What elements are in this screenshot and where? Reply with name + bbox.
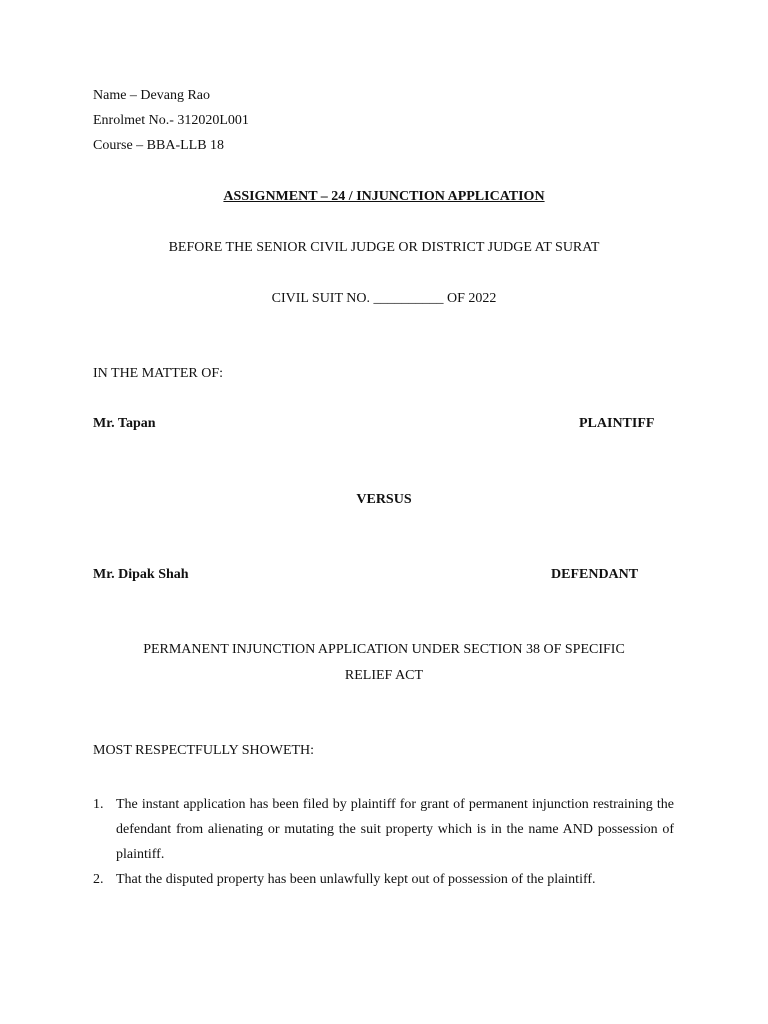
application-title-line-1: PERMANENT INJUNCTION APPLICATION UNDER SECTION 38 OF SPECIFIC <box>143 642 625 657</box>
list-item-text: That the disputed property has been unlawfully kept out of possession of the plaintiff. <box>116 872 596 887</box>
defendant-name: Mr. Dipak Shah <box>93 567 189 582</box>
enrolment-number: Enrolmet No.- 312020L001 <box>93 113 249 128</box>
defendant-label: DEFENDANT <box>551 567 639 582</box>
showeth-heading: MOST RESPECTFULLY SHOWETH: <box>93 743 315 758</box>
course-name: Course – BBA-LLB 18 <box>93 138 225 153</box>
list-item-number: 1. <box>93 797 104 812</box>
list-item <box>93 792 674 867</box>
versus-label: VERSUS <box>356 492 412 507</box>
assignment-title: ASSIGNMENT – 24 / INJUNCTION APPLICATION <box>223 189 545 204</box>
matter-of-heading: IN THE MATTER OF: <box>93 366 224 381</box>
student-name: Name – Devang Rao <box>93 88 211 103</box>
civil-suit-number: CIVIL SUIT NO. __________ OF 2022 <box>271 291 497 306</box>
list-item-text: The instant application has been filed by plaintiff for grant of permanent injunction restraining the defendant from alienating or mutating the suit property which is in the name AND possession of plaintiff. <box>116 797 674 862</box>
plaintiff-label: PLAINTIFF <box>579 416 655 431</box>
court-heading: BEFORE THE SENIOR CIVIL JUDGE OR DISTRICT JUDGE AT SURAT <box>168 240 600 255</box>
list-item <box>93 867 674 892</box>
list-item-number: 2. <box>93 872 104 887</box>
application-title-line-2: RELIEF ACT <box>344 668 424 683</box>
numbered-points-list <box>93 792 674 892</box>
plaintiff-name: Mr. Tapan <box>93 416 156 431</box>
